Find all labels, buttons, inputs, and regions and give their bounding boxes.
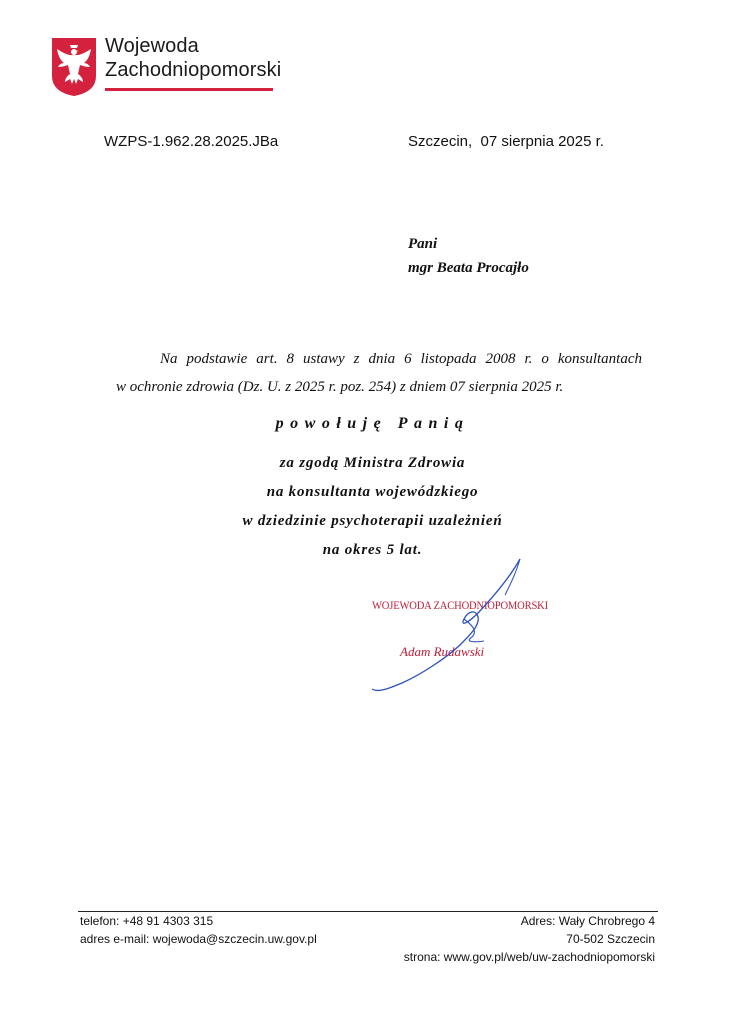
official-stamp-title: WOJEWODA ZACHODNIOPOMORSKI [372, 600, 548, 612]
appointment-details [0, 449, 745, 565]
header-divider [105, 88, 273, 91]
place-date: Szczecin, 07 sierpnia 2025 r. [408, 133, 604, 150]
footer-address-city: 70-502 Szczecin [566, 932, 655, 946]
appointment-line-role: na konsultanta wojewódzkiego [266, 484, 479, 500]
addressee-block [408, 232, 529, 280]
footer-address-street: Adres: Wały Chrobrego 4 [520, 914, 655, 928]
footer-email: adres e-mail: wojewoda@szczecin.uw.gov.pl [80, 932, 317, 946]
polish-eagle-emblem-icon [50, 36, 98, 98]
organization-name [105, 34, 281, 82]
organization-name-line1: Wojewoda [105, 35, 199, 57]
footer-website: strona: www.gov.pl/web/uw-zachodniopomorski [403, 950, 655, 964]
footer-address [404, 912, 655, 966]
addressee-name: mgr Beata Procajło [408, 260, 529, 276]
legal-basis-paragraph [116, 345, 642, 401]
footer-contact [80, 912, 317, 948]
appointment-line-term: na okres 5 lat. [322, 542, 423, 558]
addressee-salutation: Pani [408, 236, 438, 252]
appointment-line-field: w dziedzinie psychoterapii uzależnień [242, 513, 503, 529]
official-stamp-name: Adam Rudawski [400, 644, 485, 659]
organization-name-line2: Zachodniopomorski [105, 59, 282, 81]
handwritten-signature [360, 555, 540, 695]
legal-basis-line-1: Na podstawie art. 8 ustawy z dnia 6 listopada 2008 r. o konsultantach [160, 351, 642, 367]
decision-heading: powołuję Panią [275, 415, 470, 432]
appointment-line-consent: za zgodą Ministra Zdrowia [279, 455, 466, 471]
case-number: WZPS-1.962.28.2025.JBa [104, 133, 279, 150]
footer-phone: telefon: +48 91 4303 315 [80, 914, 214, 928]
legal-basis-line-2: w ochronie zdrowia (Dz. U. z 2025 r. poz. 254) z dniem 07 sierpnia 2025 r. [116, 379, 564, 395]
